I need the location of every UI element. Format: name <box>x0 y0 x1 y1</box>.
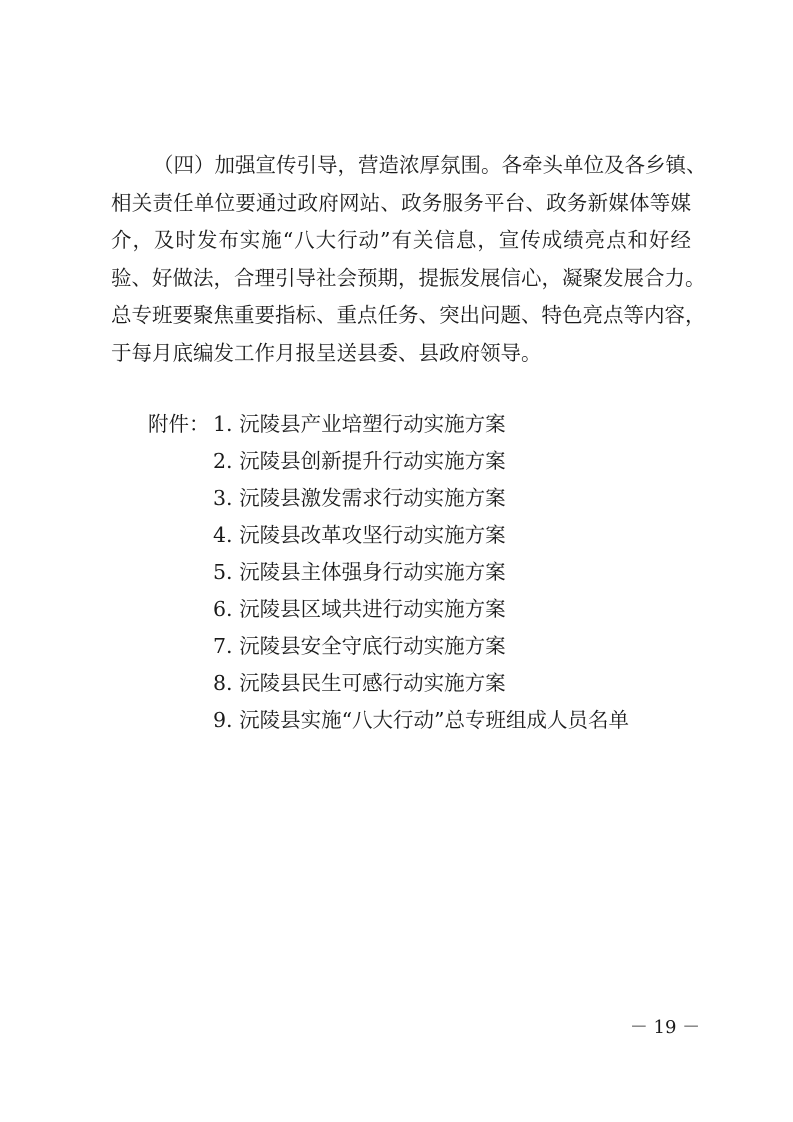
paragraph-line: 总专班要聚焦重要指标、重点任务、突出问题、特色亮点等内容， <box>111 303 706 327</box>
paragraph-line: 验、好做法，合理引导社会预期，提振发展信心，凝聚发展合力。 <box>111 265 706 290</box>
attachments-label: 附件： <box>148 412 210 436</box>
body-paragraph <box>111 147 707 372</box>
page-number: － 19 － <box>629 1017 701 1038</box>
attachment-item: 5. 沅陵县主体强身行动实施方案 <box>213 560 506 584</box>
attachment-item: 8. 沅陵县民生可感行动实施方案 <box>213 671 506 695</box>
paragraph-line: 介，及时发布实施“八大行动”有关信息，宣传成绩亮点和好经 <box>111 228 691 252</box>
attachment-item: 9. 沅陵县实施“八大行动”总专班组成人员名单 <box>213 708 630 732</box>
attachment-item: 3. 沅陵县激发需求行动实施方案 <box>213 486 506 510</box>
attachment-item: 1. 沅陵县产业培塑行动实施方案 <box>213 412 506 436</box>
attachment-item: 4. 沅陵县改革攻坚行动实施方案 <box>213 523 506 547</box>
attachment-item: 2. 沅陵县创新提升行动实施方案 <box>213 449 506 473</box>
paragraph-line: 于每月底编发工作月报呈送县委、县政府领导。 <box>111 340 542 365</box>
paragraph-line: （四）加强宣传引导，营造浓厚氛围。各牵头单位及各乡镇、 <box>153 153 707 177</box>
attachment-item: 6. 沅陵县区域共进行动实施方案 <box>213 597 506 621</box>
paragraph-line: 相关责任单位要通过政府网站、政务服务平台、政务新媒体等媒 <box>111 190 691 215</box>
attachment-item: 7. 沅陵县安全守底行动实施方案 <box>213 634 506 658</box>
